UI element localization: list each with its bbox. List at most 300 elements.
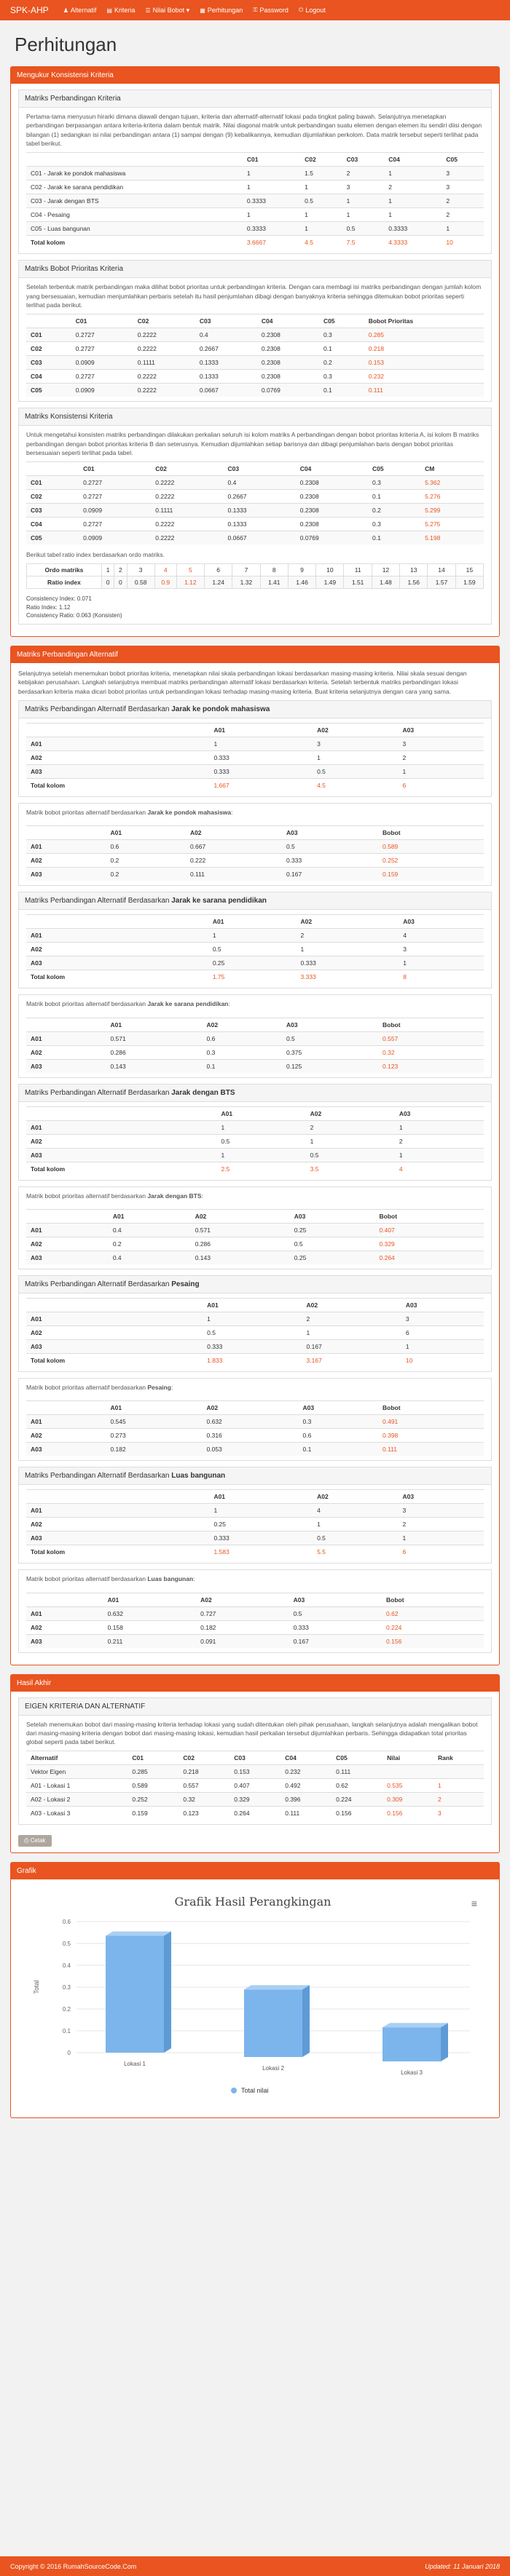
- table-cell: 2: [297, 929, 399, 943]
- table-cell: A03 - Lokasi 3: [26, 1807, 128, 1820]
- table-row: [26, 208, 484, 222]
- column-header: [26, 1593, 103, 1606]
- table-cell: 1: [384, 167, 442, 181]
- table-cell: 1: [395, 1120, 484, 1134]
- table-cell: 4: [313, 1504, 398, 1518]
- table-cell: 0.0769: [296, 531, 368, 545]
- table-cell: 0.5: [290, 1237, 375, 1251]
- column-header: C01: [79, 462, 151, 476]
- bar-top: [106, 1932, 171, 1936]
- table-cell: 0.333: [209, 750, 313, 764]
- table-cell: 6: [399, 1545, 484, 1559]
- alt-pair-table: [26, 723, 484, 792]
- table-cell: A02: [26, 1325, 203, 1339]
- table-cell: Total kolom: [26, 778, 209, 792]
- legend-label[interactable]: Total nilai: [241, 2087, 269, 2095]
- table-cell: 0.211: [103, 1634, 196, 1648]
- table-row: [26, 356, 484, 370]
- table-cell: 0.407: [230, 1779, 280, 1793]
- hamburger-icon[interactable]: ≡: [471, 1898, 478, 1910]
- column-header: A02: [302, 1298, 401, 1312]
- table-cell: 0.4: [224, 476, 296, 490]
- table-cell: 0.123: [178, 1807, 230, 1820]
- column-header: C03: [230, 1751, 280, 1765]
- table-cell: 4.5: [300, 236, 342, 250]
- column-header: A01: [209, 723, 313, 737]
- table-cell: 0.123: [378, 1059, 484, 1073]
- table-cell: 1: [313, 750, 398, 764]
- nav-item-label: Kriteria: [114, 7, 136, 14]
- sub-heading: Matriks Konsistensi Kriteria: [19, 408, 491, 426]
- table-cell: 11: [344, 564, 372, 576]
- table-cell: 0.2308: [257, 356, 319, 370]
- table-cell: 1: [384, 208, 442, 222]
- alt-priority-block: [18, 994, 492, 1077]
- total-row: [26, 236, 484, 250]
- table-cell: A01 - Lokasi 1: [26, 1779, 128, 1793]
- table-cell: 2: [434, 1793, 484, 1807]
- x-tick-label: Lokasi 3: [401, 2069, 423, 2077]
- table-cell: A02: [26, 1134, 217, 1148]
- table-cell: A02: [26, 1237, 109, 1251]
- table-row: [26, 737, 484, 750]
- nav-item-label: Nilai Bobot ▾: [152, 6, 190, 14]
- table-cell: 0.1111: [133, 356, 195, 370]
- table-cell: 0.333: [209, 764, 313, 778]
- table-cell: 1: [300, 208, 342, 222]
- y-tick-label: 0.1: [62, 2028, 71, 2035]
- table-cell: C04: [26, 518, 79, 531]
- sub-heading: Matrik bobot prioritas alternatif berdasarkan Jarak ke pondok mahasiswa:: [26, 808, 233, 816]
- description: Setelah menemukan bobot dari masing-masing kriteria terhadap lokasi yang sudah ditentukan oleh pihak perusahaan, langkah selanjutnya adalah mengalikan bobot dari masing-masing kriteria dengan bobot dari masing-masing lokasi, kemudian hasil perkalian tersebut dijumlahkan perbaris. Sehingga didapatkan total prioritas global seperti pada tabel berikut.: [26, 1720, 478, 1746]
- table-cell: 0.557: [378, 1031, 484, 1045]
- column-header: [26, 915, 208, 929]
- total-row: [26, 1162, 484, 1176]
- header-row: [26, 1209, 484, 1223]
- ratio-index-row: [27, 564, 484, 576]
- table-cell: 0.1: [319, 384, 364, 397]
- table-cell: 0.589: [128, 1779, 178, 1793]
- table-cell: Total kolom: [26, 1162, 217, 1176]
- table-cell: 0.2727: [71, 328, 133, 342]
- table-cell: 0.333: [297, 956, 399, 970]
- criterion-name: Jarak ke pondok mahasiswa: [147, 808, 232, 816]
- table-row: [26, 956, 484, 970]
- table-row: [26, 531, 484, 545]
- column-header: C02: [133, 314, 195, 328]
- nav-item-alternatif[interactable]: [63, 7, 97, 15]
- table-cell: 0.0909: [79, 531, 151, 545]
- table-cell: 0.407: [375, 1223, 484, 1237]
- table-cell: 0.2308: [296, 490, 368, 504]
- table-cell: 0.218: [178, 1765, 230, 1779]
- table-cell: A02: [26, 854, 106, 868]
- table-cell: 3: [313, 737, 398, 750]
- column-header: A03: [395, 1106, 484, 1120]
- table-cell: 1: [243, 181, 300, 194]
- table-cell: 0.2727: [71, 342, 133, 356]
- table-cell: 0.1333: [224, 518, 296, 531]
- column-header: A01: [103, 1593, 196, 1606]
- table-cell: 0.1: [368, 490, 420, 504]
- table-cell: 0.333: [209, 1531, 313, 1545]
- table-cell: 2: [342, 167, 385, 181]
- table-cell: Total kolom: [26, 1545, 209, 1559]
- column-header: A02: [203, 1401, 299, 1415]
- panel-heading: Matriks Perbandingan Alternatif: [11, 646, 499, 663]
- heading-prefix: Matrik bobot prioritas alternatif berdasarkan: [26, 1000, 146, 1008]
- table-cell: 0.333: [289, 1620, 382, 1634]
- table-cell: 3.5: [306, 1162, 395, 1176]
- table-cell: 1: [300, 181, 342, 194]
- table-cell: 2: [114, 564, 127, 576]
- header-row: [26, 915, 484, 929]
- column-header: [26, 1401, 106, 1415]
- table-cell: 3: [127, 564, 154, 576]
- column-header: Bobot: [378, 826, 484, 840]
- table-cell: 0.58: [127, 576, 154, 589]
- table-cell: 0.143: [191, 1251, 290, 1264]
- column-header: [26, 1106, 217, 1120]
- table-cell: A01: [26, 1031, 106, 1045]
- table-cell: 3: [342, 181, 385, 194]
- matriks-konsistensi-kriteria: [18, 408, 492, 625]
- criterion-name: Pesaing: [147, 1383, 171, 1391]
- sub-heading: [19, 1085, 491, 1102]
- criterion-name: Jarak ke sarana pendidikan: [171, 897, 267, 905]
- description: Untuk mengetahui konsisten matriks perbandingan dilakukan perkalian seluruh isi kolom matriks A perbandingan dengan bobot prioritas kriteria A, isi kolom B matriks perbandingan dengan bobot prioritas kriteria B dan seterusnya. Kemudian dijumlahkan setiap barisnya dan dibagi penjumlahan baris dengan bobot prioritas bersesuaian seperti terlihat pada tabel.: [26, 431, 479, 456]
- y-tick-label: 0.5: [62, 1941, 71, 1948]
- table-cell: 0.62: [382, 1606, 484, 1620]
- table-cell: A01: [26, 1415, 106, 1429]
- table-cell: 1.56: [400, 576, 428, 589]
- heading-prefix: Matrik bobot prioritas alternatif berdasarkan: [26, 1383, 146, 1391]
- table-cell: C04 - Pesaing: [26, 208, 243, 222]
- heading-prefix: Matriks Perbandingan Alternatif Berdasarkan: [25, 1280, 170, 1288]
- alt-pair-table: [26, 1106, 484, 1176]
- table-cell: 0.632: [103, 1606, 196, 1620]
- table-cell: 1.46: [288, 576, 315, 589]
- table-row: [26, 1148, 484, 1162]
- table-cell: 0.0667: [224, 531, 296, 545]
- criteria-comparison-table: [26, 152, 484, 249]
- column-header: Ratio index: [27, 576, 102, 589]
- table-cell: 0.0667: [195, 384, 257, 397]
- table-row: [26, 868, 484, 881]
- table-cell: 0.167: [302, 1339, 401, 1353]
- column-header: A03: [399, 1490, 484, 1504]
- description: Selanjutnya setelah menemukan bobot prioritas kriteria, menetapkan nilai skala perbandingan lokasi berdasarkan masing-masing kriteria. Nilai skala sesuai dengan kebijakan perusahaan. Langkah selanjutnya membuat matriks perbandingan alternatif lokasi berdasarkan kriteria. Setelah terbentuk matriks perbandingan lokasi berdasarkan kriteria maka dicari bobot prioritas untuk perbandingan lokasi terhadap masing-masing kriteria. Buat kriteria selanjutnya dengan cara yang sama.: [18, 670, 467, 695]
- table-cell: 0.3: [299, 1415, 378, 1429]
- bar-top: [382, 2024, 448, 2028]
- table-cell: 3: [399, 1504, 484, 1518]
- table-cell: 3: [401, 1312, 484, 1325]
- table-cell: 0.25: [290, 1223, 375, 1237]
- table-row: [26, 1531, 484, 1545]
- eigen-vector-row: [26, 1765, 484, 1779]
- consistency-index: Consistency Index: 0.071: [26, 595, 92, 603]
- table-cell: 0.232: [364, 370, 484, 384]
- table-cell: 0.2308: [257, 342, 319, 356]
- table-cell: C03 - Jarak dengan BTS: [26, 194, 243, 208]
- table-row: [26, 1059, 484, 1073]
- table-cell: C05: [26, 531, 79, 545]
- table-cell: 0.4: [195, 328, 257, 342]
- x-tick-label: Lokasi 1: [124, 2061, 146, 2068]
- criterion-name: Luas bangunan: [171, 1472, 226, 1481]
- table-row: [26, 1415, 484, 1429]
- sub-heading: Matrik bobot prioritas alternatif berdasarkan Pesaing:: [26, 1383, 173, 1391]
- header-row: [26, 826, 484, 840]
- nav-item-logout[interactable]: [299, 7, 326, 15]
- alt-pair-table: [26, 914, 484, 983]
- table-cell: 0.224: [332, 1793, 382, 1807]
- table-cell: A03: [26, 868, 106, 881]
- logout-icon: ⏻: [298, 7, 304, 13]
- column-header: C03: [195, 314, 257, 328]
- table-cell: 0.535: [382, 1779, 434, 1793]
- table-cell: 0.6: [106, 840, 185, 854]
- table-cell: C05 - Luas bangunan: [26, 222, 243, 236]
- column-header: A03: [399, 915, 484, 929]
- table-cell: 1.5: [300, 167, 342, 181]
- table-cell: 1: [342, 194, 385, 208]
- print-button[interactable]: ⎙ Cetak: [18, 1835, 52, 1847]
- table-row: [26, 1620, 484, 1634]
- table-cell: 10: [401, 1353, 484, 1367]
- table-cell: 1: [208, 929, 297, 943]
- table-cell: A03: [26, 1059, 106, 1073]
- table-cell: 1: [434, 1779, 484, 1793]
- table-cell: A03: [26, 1148, 217, 1162]
- table-cell: 1: [302, 1325, 401, 1339]
- column-header: A02: [203, 1018, 282, 1031]
- table-cell: 0.5: [282, 840, 378, 854]
- result-row: [26, 1807, 484, 1820]
- table-cell: C01 - Jarak ke pondok mahasiswa: [26, 167, 243, 181]
- header-row: [26, 1401, 484, 1415]
- table-row: [26, 1504, 484, 1518]
- column-header: A03: [282, 826, 378, 840]
- column-header: C04: [280, 1751, 332, 1765]
- table-cell: 4.5: [313, 778, 398, 792]
- table-cell: 3: [442, 167, 484, 181]
- criterion-name: Luas bangunan: [147, 1575, 194, 1583]
- description: Pertama-tama menyusun hirarki dimana diawali dengan tujuan, kriteria dan alternatif-alternatif lokasi pada tingkat paling bawah. Selanjutnya menetapkan perbandingan berpasangan antara kriteria-kriteria dalam bentuk matrik. Nilai diagonal matrik untuk perbandingan suatu elemen dengan elemen itu sendiri diisi dengan bilangan (1) sedangkan isi nilai perbandingan antara (1) sampai dengan (9) kebalikannya, kemudian dijumlahkan perkolom. Data matrik tersebut seperti terlihat pada tabel berikut.: [26, 113, 482, 147]
- table-row: [26, 1443, 484, 1457]
- footer: [0, 2556, 510, 2576]
- table-row: [26, 1237, 484, 1251]
- table-cell: 2: [399, 1518, 484, 1531]
- table-cell: 0.727: [196, 1606, 289, 1620]
- updated-date: Updated: 11 Januari 2018: [425, 2562, 500, 2570]
- table-cell: 0.111: [186, 868, 282, 881]
- column-header: [26, 314, 71, 328]
- table-cell: 0.333: [203, 1339, 302, 1353]
- table-cell: A02: [26, 1620, 103, 1634]
- table-cell: 0.32: [378, 1045, 484, 1059]
- table-cell: 2: [442, 194, 484, 208]
- table-cell: 1: [243, 208, 300, 222]
- alt-pair-table: [26, 1298, 484, 1367]
- table-cell: 0.218: [364, 342, 484, 356]
- y-tick-label: 0.6: [62, 1919, 71, 1926]
- heading-prefix: Matriks Perbandingan Alternatif Berdasarkan: [25, 1088, 170, 1097]
- column-header: [26, 1298, 203, 1312]
- table-cell: 0.2727: [71, 370, 133, 384]
- nav-item-perhitungan[interactable]: [200, 7, 243, 15]
- table-cell: 0.1333: [224, 504, 296, 518]
- table-cell: 0.5: [217, 1134, 306, 1148]
- table-cell: A03: [26, 1531, 209, 1545]
- table-cell: 0.5: [306, 1148, 395, 1162]
- column-header: A03: [399, 723, 484, 737]
- column-header: Bobot: [375, 1209, 484, 1223]
- criteria-consistency-table: [26, 461, 484, 544]
- heading-prefix: Matriks Perbandingan Alternatif Berdasarkan: [25, 705, 170, 713]
- table-cell: A01: [26, 1223, 109, 1237]
- table-cell: 0.6: [203, 1031, 282, 1045]
- nav-item-kriteria[interactable]: [106, 7, 135, 15]
- table-cell: A03: [26, 1251, 109, 1264]
- y-axis-label: Total: [33, 1980, 40, 1994]
- description: Setelah terbentuk matrik perbandingan maka dilihat bobot prioritas untuk perbandingan kriteria. Dengan cara membagi isi matriks perbandingan dengan jumlah kolom yang bersesuaian, kemudian menjumlahkan perbaris setelah itu hasil penjumlahan dibagi dengan banyaknya kriteria sehingga ditemukan bobot prioritas seperti terlihat pada berikut.: [26, 283, 482, 309]
- panel-heading: Hasil Akhir: [11, 1675, 499, 1692]
- table-cell: 0.309: [382, 1793, 434, 1807]
- table-cell: 6: [205, 564, 232, 576]
- table-cell: 0.053: [203, 1443, 299, 1457]
- header-row: [26, 723, 484, 737]
- table-cell: 0.5: [300, 194, 342, 208]
- table-row: [26, 504, 484, 518]
- nav-item-label: Perhitungan: [207, 7, 243, 14]
- table-cell: A02: [26, 943, 208, 956]
- table-cell: 0.111: [332, 1765, 382, 1779]
- table-cell: 8: [260, 564, 288, 576]
- table-cell: 8: [399, 970, 484, 984]
- user-icon: ♟: [63, 7, 68, 14]
- table-cell: 3.333: [297, 970, 399, 984]
- table-cell: [434, 1765, 484, 1779]
- sub-heading: EIGEN KRITERIA DAN ALTERNATIF: [19, 1698, 491, 1716]
- nav-item-label: Alternatif: [70, 7, 97, 14]
- table-cell: 1.75: [208, 970, 297, 984]
- column-header: C04: [384, 153, 442, 167]
- table-cell: 0.2308: [257, 370, 319, 384]
- table-cell: Total kolom: [26, 970, 208, 984]
- table-row: [26, 328, 484, 342]
- nav-item-password[interactable]: [253, 7, 289, 15]
- column-header: A01: [209, 1490, 313, 1504]
- table-cell: 0.5: [282, 1031, 378, 1045]
- table-cell: 0.2308: [296, 476, 368, 490]
- column-header: A01: [203, 1298, 302, 1312]
- brand-link[interactable]: SPK-AHP: [10, 5, 49, 15]
- table-cell: 0.375: [282, 1045, 378, 1059]
- table-cell: 1.48: [372, 576, 399, 589]
- table-row: [26, 1339, 484, 1353]
- navbar: [0, 0, 510, 20]
- alternative-blocks: [18, 700, 492, 1653]
- table-cell: A03: [26, 1443, 106, 1457]
- column-header: A02: [196, 1593, 289, 1606]
- table-cell: 2: [395, 1134, 484, 1148]
- table-cell: Vektor Eigen: [26, 1765, 128, 1779]
- table-cell: 0.286: [191, 1237, 290, 1251]
- table-cell: 4.3333: [384, 236, 442, 250]
- table-cell: 1: [342, 208, 385, 222]
- table-cell: 0.125: [282, 1059, 378, 1073]
- table-cell: 0.492: [280, 1779, 332, 1793]
- table-cell: 0.5: [313, 1531, 398, 1545]
- table-cell: 0.0909: [71, 356, 133, 370]
- header-row: [26, 1490, 484, 1504]
- table-cell: 0.3333: [384, 222, 442, 236]
- criterion-name: Jarak dengan BTS: [147, 1192, 202, 1200]
- table-cell: 0.2667: [195, 342, 257, 356]
- table-cell: 0.159: [378, 868, 484, 881]
- heading-prefix: Matriks Perbandingan Alternatif Berdasarkan: [25, 1472, 170, 1481]
- table-cell: 0.3: [319, 370, 364, 384]
- table-cell: 0.1: [319, 342, 364, 356]
- column-header: A01: [106, 1401, 202, 1415]
- panel-hasil-akhir: [10, 1674, 500, 1854]
- table-cell: C02: [26, 490, 79, 504]
- table-cell: 0.2222: [151, 531, 223, 545]
- heading-prefix: Matriks Perbandingan Alternatif Berdasarkan: [25, 897, 170, 905]
- table-cell: 0.329: [375, 1237, 484, 1251]
- table-cell: 0.156: [382, 1634, 484, 1648]
- column-header: Bobot: [378, 1401, 484, 1415]
- sub-heading: Matrik bobot prioritas alternatif berdasarkan Luas bangunan:: [26, 1575, 195, 1583]
- table-cell: 0.2: [368, 504, 420, 518]
- header-row: [26, 314, 484, 328]
- table-cell: 0.0769: [257, 384, 319, 397]
- copyright: Copyright © 2016 RumahSourceCode.Com: [10, 2562, 137, 2570]
- table-cell: C03: [26, 504, 79, 518]
- result-row: [26, 1779, 484, 1793]
- heading-prefix: Matrik bobot prioritas alternatif berdasarkan: [26, 1192, 146, 1200]
- table-cell: 0.491: [378, 1415, 484, 1429]
- table-cell: 5.275: [420, 518, 484, 531]
- column-header: C02: [300, 153, 342, 167]
- table-cell: 0.2222: [151, 518, 223, 531]
- table-cell: 0.285: [128, 1765, 178, 1779]
- column-header: A01: [208, 915, 297, 929]
- table-cell: 0.2: [106, 868, 185, 881]
- nav-item-label: Logout: [305, 7, 326, 14]
- nav-item-nilai-bobot[interactable]: [145, 7, 189, 15]
- column-header: A02: [313, 1490, 398, 1504]
- alt-pair-table: [26, 1489, 484, 1558]
- column-header: Bobot: [382, 1593, 484, 1606]
- eigen-section: [18, 1697, 492, 1826]
- table-cell: 1.41: [260, 576, 288, 589]
- table-cell: 9: [288, 564, 315, 576]
- table-cell: 7.5: [342, 236, 385, 250]
- table-cell: 0.5: [313, 764, 398, 778]
- table-cell: 0.1: [203, 1059, 282, 1073]
- table-cell: A01: [26, 1606, 103, 1620]
- table-cell: 1: [401, 1339, 484, 1353]
- table-cell: 0.2667: [224, 490, 296, 504]
- alt-priority-block: [18, 1186, 492, 1269]
- table-cell: 0.5: [203, 1325, 302, 1339]
- result-row: [26, 1793, 484, 1807]
- table-cell: 0: [101, 576, 114, 589]
- table-cell: 0.3333: [243, 222, 300, 236]
- alt-comparison-block: [18, 1084, 492, 1181]
